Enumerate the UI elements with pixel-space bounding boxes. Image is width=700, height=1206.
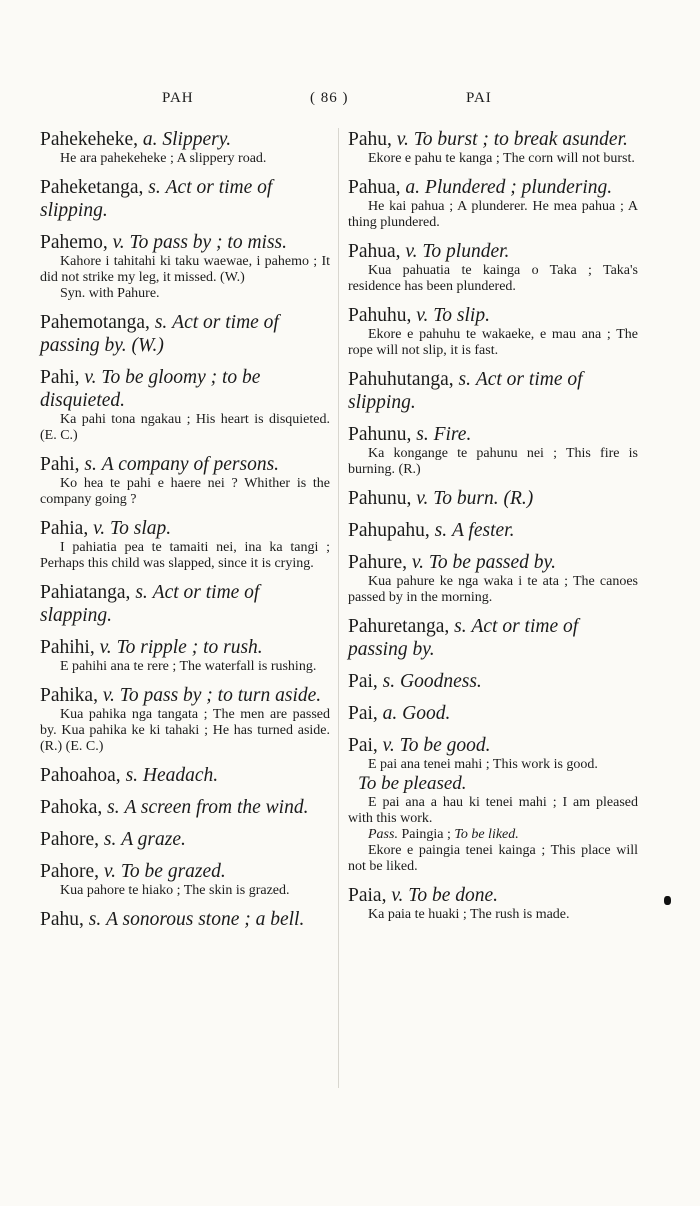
headword: Pahore, <box>40 829 100 850</box>
definition: Fire. <box>433 424 472 445</box>
example-text: I pahiatia pea te tamaiti nei, ina ka tangi ; Perhaps this child was slapped, since it is crying. <box>40 540 330 571</box>
headword: Pai, <box>348 671 378 692</box>
definition: To pass by ; to miss. <box>129 232 288 253</box>
example-text: Syn. with Pahure. <box>60 286 160 301</box>
headword: Pahunu, <box>348 488 412 509</box>
dictionary-entry <box>348 128 638 167</box>
headword: Pahupahu, <box>348 520 430 541</box>
dictionary-entry <box>348 551 638 606</box>
entry-headline <box>348 519 638 542</box>
headword: Pahure, <box>348 552 408 573</box>
definition: To pass by ; to turn aside. <box>119 685 322 706</box>
part-of-speech: s. <box>154 312 168 333</box>
headword: Pahiatanga, <box>40 582 131 603</box>
example-text: Ekore e pahuhu te wakaeke, e mau ana ; The rope will not slip, it is fast. <box>348 327 638 358</box>
dictionary-entry <box>40 636 330 675</box>
definition: To slap. <box>110 518 172 539</box>
definition: Act or time of slipping. <box>348 369 583 413</box>
header-left-guide: PAH <box>162 90 194 106</box>
example-text: E pai ana tenei mahi ; This work is good. <box>368 757 598 772</box>
column-divider <box>338 128 339 1088</box>
part-of-speech: s. <box>458 369 471 390</box>
headword: Pahore, <box>40 861 100 882</box>
dictionary-entry <box>40 764 330 787</box>
dictionary-entry <box>348 304 638 359</box>
part-of-speech: s. <box>84 454 97 475</box>
entry-headline <box>40 517 330 540</box>
definition: Act or time of passing by. <box>348 616 579 660</box>
example-text: Kua pahika nga tangata ; The men are passed by. Kua pahika ke ki tahaki ; He has turned aside. (R.) (E. C.) <box>40 707 330 754</box>
headword: Pahoka, <box>40 797 103 818</box>
headword: Pahua, <box>348 241 401 262</box>
example-text: Ko hea te pahi e haere nei ? Whither is the company going ? <box>40 476 330 507</box>
part-of-speech: v. <box>112 232 125 253</box>
headword: Pahemo, <box>40 232 108 253</box>
dictionary-entry <box>40 176 330 222</box>
example-text: Ka pahi tona ngakau ; His heart is disquieted. (E. C.) <box>40 412 330 443</box>
example-text: E pahihi ana te rere ; The waterfall is rushing. <box>60 659 317 674</box>
part-of-speech: v. <box>416 305 429 326</box>
dictionary-entry <box>348 615 638 661</box>
definition: Slippery. <box>162 129 232 150</box>
example-text: Kua pahuatia te kainga o Taka ; Taka's residence has been plundered. <box>348 263 638 294</box>
dictionary-entry <box>348 519 638 542</box>
ink-spot <box>664 896 671 905</box>
entry-headline <box>40 581 330 627</box>
entry-headline <box>348 615 638 661</box>
part-of-speech: v. <box>93 518 106 539</box>
headword: Pahu, <box>40 909 84 930</box>
dictionary-entry <box>40 128 330 167</box>
entry-headline <box>40 828 330 851</box>
dictionary-entry <box>348 884 638 923</box>
headword: Pahua, <box>348 177 401 198</box>
entry-headline <box>40 311 330 357</box>
part-of-speech: s. <box>88 909 102 930</box>
headword: Pahia, <box>40 518 89 539</box>
right-column <box>348 128 638 932</box>
entry-headline <box>348 176 638 199</box>
dictionary-entry <box>40 908 330 931</box>
example-text: He kai pahua ; A plunderer. He mea pahua ; A thing plundered. <box>348 199 638 230</box>
example-text: Ka paia te huaki ; The rush is made. <box>368 907 570 922</box>
definition: To burn. (R.) <box>433 488 534 509</box>
example-text: Kahore i tahitahi ki taku waewae, i pahemo ; It did not strike my leg, it missed. (W.) <box>40 254 330 285</box>
definition: To be done. <box>408 885 499 906</box>
dictionary-entry <box>348 734 638 875</box>
example-text: Ka kongange te pahunu nei ; This fire is burning. (R.) <box>348 446 638 477</box>
entry-headline <box>348 551 638 574</box>
part-of-speech: v. <box>103 861 116 882</box>
part-of-speech: a. <box>405 177 421 198</box>
entry-headline <box>40 128 330 151</box>
entry-headline <box>348 734 638 757</box>
page-header <box>40 90 660 114</box>
part-of-speech: v. <box>391 885 404 906</box>
left-column <box>40 128 330 940</box>
entry-headline <box>40 908 330 931</box>
definition: To be grazed. <box>120 861 226 882</box>
definition: To slip. <box>433 305 490 326</box>
headword: Paia, <box>348 885 387 906</box>
headword: Pahihi, <box>40 637 95 658</box>
entry-headline <box>348 423 638 446</box>
part-of-speech: a. <box>382 703 398 724</box>
definition: A screen from the wind. <box>124 797 309 818</box>
dictionary-entry <box>40 453 330 508</box>
part-of-speech: s. <box>434 520 448 541</box>
dictionary-entry <box>348 368 638 414</box>
dictionary-entry <box>348 670 638 693</box>
entry-headline <box>348 670 638 693</box>
headword: Pahekeheke, <box>40 129 138 150</box>
entry-headline <box>348 128 638 151</box>
dictionary-entry <box>40 860 330 899</box>
headword: Pahu, <box>348 129 392 150</box>
dictionary-entry <box>348 702 638 725</box>
dictionary-entry <box>40 828 330 851</box>
example-text: Ekore e paingia tenei kainga ; This place will not be liked. <box>348 843 638 874</box>
passive-definition: To be liked. <box>454 827 519 842</box>
dictionary-entry <box>40 366 330 444</box>
sub-definition: To be pleased. <box>358 773 467 794</box>
definition: Goodness. <box>400 671 482 692</box>
headword: Pahi, <box>40 454 80 475</box>
dictionary-entry <box>40 684 330 755</box>
entry-headline <box>40 453 330 476</box>
dictionary-entry <box>40 517 330 572</box>
part-of-speech: s. <box>382 671 396 692</box>
entry-headline <box>40 796 330 819</box>
example-text: Kua pahure ke nga waka i te ata ; The canoes passed by in the morning. <box>348 574 638 605</box>
part-of-speech: v. <box>382 735 395 756</box>
header-right-guide: PAI <box>466 90 492 106</box>
definition: A company of persons. <box>101 454 280 475</box>
part-of-speech: s. <box>103 829 117 850</box>
definition: Act or time of slapping. <box>40 582 260 626</box>
part-of-speech: s. <box>148 177 161 198</box>
part-of-speech: v. <box>99 637 112 658</box>
dictionary-entry <box>40 796 330 819</box>
definition: Act or time of slipping. <box>40 177 273 221</box>
part-of-speech: v. <box>411 552 424 573</box>
definition: To be gloomy ; to be disquieted. <box>40 367 261 411</box>
headword: Pahi, <box>40 367 80 388</box>
headword: Paheketanga, <box>40 177 144 198</box>
headword: Pahemotanga, <box>40 312 150 333</box>
entry-headline <box>348 240 638 263</box>
example-text: He ara pahekeheke ; A slippery road. <box>60 151 267 166</box>
passive-label: Pass. <box>368 827 398 842</box>
headword: Pahuretanga, <box>348 616 450 637</box>
definition: Good. <box>402 703 451 724</box>
entry-headline <box>348 368 638 414</box>
passive-word: Paingia ; <box>401 827 451 842</box>
definition: To burst ; to break asunder. <box>413 129 628 150</box>
definition: Plundered ; plundering. <box>424 177 613 198</box>
entry-headline <box>40 860 330 883</box>
dictionary-entry <box>40 311 330 357</box>
entry-headline <box>40 231 330 254</box>
definition: A fester. <box>452 520 515 541</box>
definition: Act or time of passing by. (W.) <box>40 312 279 356</box>
part-of-speech: v. <box>102 685 115 706</box>
dictionary-entry <box>348 240 638 295</box>
part-of-speech: s. <box>454 616 467 637</box>
headword: Pahoahoa, <box>40 765 121 786</box>
example-text: Ekore e pahu te kanga ; The corn will not burst. <box>368 151 635 166</box>
definition: To be passed by. <box>428 552 556 573</box>
definition: A sonorous stone ; a bell. <box>106 909 305 930</box>
definition: To ripple ; to rush. <box>116 637 263 658</box>
dictionary-entry <box>40 581 330 627</box>
entry-headline <box>348 304 638 327</box>
headword: Pahunu, <box>348 424 412 445</box>
entry-headline <box>40 764 330 787</box>
headword: Pai, <box>348 735 378 756</box>
dictionary-entry <box>348 487 638 510</box>
entry-headline <box>40 176 330 222</box>
passive-form <box>348 827 638 843</box>
part-of-speech: v. <box>84 367 97 388</box>
part-of-speech: s. <box>107 797 120 818</box>
part-of-speech: s. <box>416 424 429 445</box>
entry-headline <box>348 702 638 725</box>
part-of-speech: v. <box>396 129 409 150</box>
part-of-speech: v. <box>416 488 429 509</box>
page-number: ( 86 ) <box>310 90 349 106</box>
part-of-speech: v. <box>405 241 418 262</box>
definition: To plunder. <box>422 241 510 262</box>
part-of-speech: s. <box>135 582 148 603</box>
entry-headline <box>348 487 638 510</box>
definition: A graze. <box>121 829 186 850</box>
headword: Pahuhu, <box>348 305 412 326</box>
entry-headline <box>40 636 330 659</box>
entry-headline <box>40 366 330 412</box>
dictionary-entry <box>348 176 638 231</box>
example-text: Kua pahore te hiako ; The skin is grazed. <box>60 883 290 898</box>
entry-headline <box>348 884 638 907</box>
definition: To be good. <box>399 735 491 756</box>
headword: Pai, <box>348 703 378 724</box>
dictionary-entry <box>348 423 638 478</box>
example-text: E pai ana a hau ki tenei mahi ; I am pleased with this work. <box>348 795 638 826</box>
entry-headline <box>40 684 330 707</box>
headword: Pahuhutanga, <box>348 369 454 390</box>
headword: Pahika, <box>40 685 98 706</box>
definition: Headach. <box>142 765 219 786</box>
dictionary-entry <box>40 231 330 302</box>
part-of-speech: a. <box>142 129 158 150</box>
part-of-speech: s. <box>125 765 139 786</box>
